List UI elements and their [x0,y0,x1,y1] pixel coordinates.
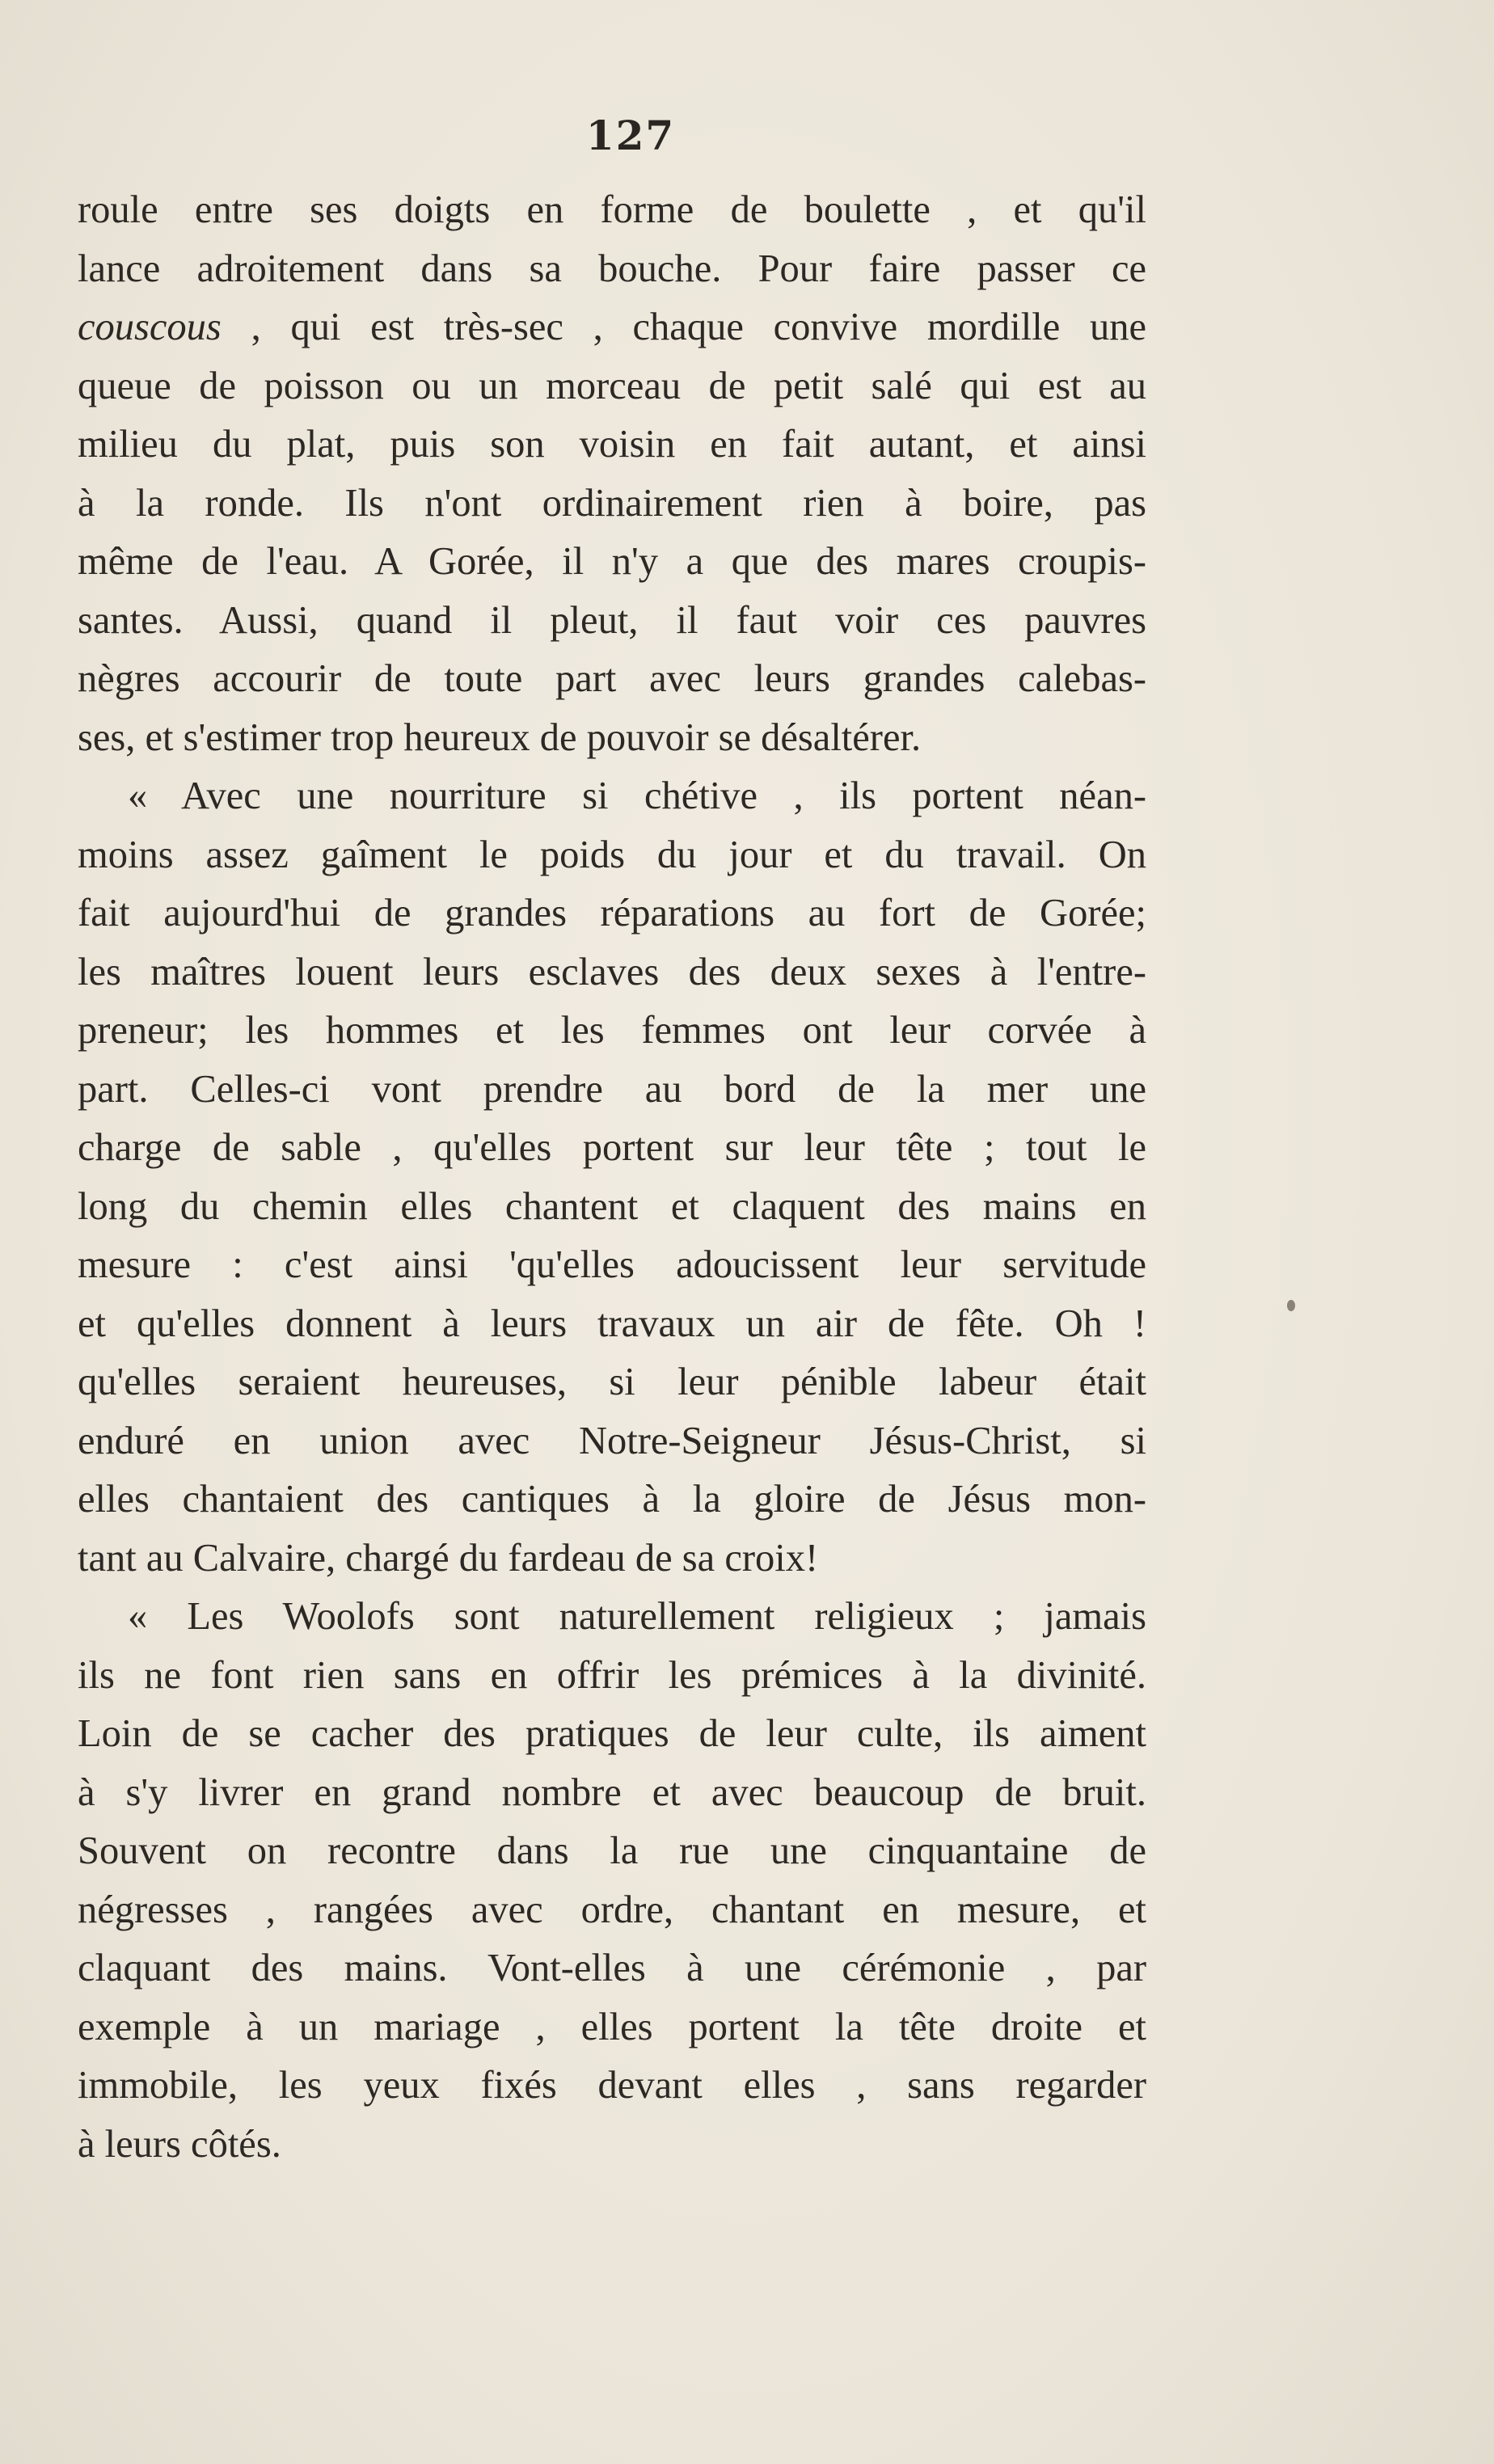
text-line: charge de sable , qu'elles portent sur leur tête ; tout le [78,1126,1146,1169]
text-line: Souvent on recontre dans la rue une cinquantaine de [78,1829,1146,1872]
text-line: à la ronde. Ils n'ont ordinairement rien à boire, pas [78,481,1146,525]
text-line: ils ne font rien sans en offrir les prémices à la divinité. [78,1653,1146,1697]
text-line: santes. Aussi, quand il pleut, il faut voir ces pauvres [78,598,1146,642]
text-line: roule entre ses doigts en forme de boulette , et qu'il [78,188,1146,231]
text-line: milieu du plat, puis son voisin en fait autant, et ainsi [78,423,1146,466]
text-line: couscous , qui est très-sec , chaque convive mordille une [78,306,1146,348]
text-line: même de l'eau. A Gorée, il n'y a que des mares croupis- [78,540,1146,583]
text-line: claquant des mains. Vont-elles à une cérémonie , par [78,1947,1146,1989]
text-line: « Les Woolofs sont naturellement religieux ; jamais [128,1595,1146,1638]
page-number: 127 [585,112,676,159]
text-line: long du chemin elles chantent et claquent des mains en [78,1184,1146,1228]
text-line: nègres accourir de toute part avec leurs grandes calebas- [78,657,1146,700]
text-line: immobile, les yeux fixés devant elles , sans regarder [78,2064,1146,2107]
text-line: mesure : c'est ainsi 'qu'elles adoucissent leur servitude [78,1243,1146,1286]
text-line: à s'y livrer en grand nombre et avec beaucoup de bruit. [78,1770,1146,1814]
text-line: Loin de se cacher des pratiques de leur culte, ils aiment [78,1712,1146,1755]
paper-speck [1287,1300,1295,1311]
text-line: négresses , rangées avec ordre, chantant en mesure, et [78,1888,1146,1931]
text-line: elles chantaient des cantiques à la gloire de Jésus mon- [78,1478,1146,1521]
text-line: tant au Calvaire, chargé du fardeau de sa croix! [78,1536,819,1580]
text-line: « Avec une nourriture si chétive , ils portent néan- [128,774,1146,817]
text-line: qu'elles seraient heureuses, si leur pénible labeur était [78,1361,1146,1403]
text-line: et qu'elles donnent à leurs travaux un air de fête. Oh ! [78,1302,1146,1345]
text-line: à leurs côtés. [78,2122,281,2166]
text-line: enduré en union avec Notre-Seigneur Jésus-Christ, si [78,1419,1146,1462]
text-line: exemple à un mariage , elles portent la tête droite et [78,2005,1146,2048]
text-line: fait aujourd'hui de grandes réparations au fort de Gorée; [78,892,1146,935]
text-line: ses, et s'estimer trop heureux de pouvoir se désaltérer. [78,715,922,759]
text-line: queue de poisson ou un morceau de petit salé qui est au [78,364,1146,407]
text-line: preneur; les hommes et les femmes ont leur corvée à [78,1009,1146,1052]
text-line: les maîtres louent leurs esclaves des deux sexes à l'entre- [78,950,1146,994]
body-text [78,181,1146,2174]
text-line: lance adroitement dans sa bouche. Pour faire passer ce [78,247,1146,290]
text-line: moins assez gaîment le poids du jour et du travail. On [78,833,1146,876]
text-line: part. Celles-ci vont prendre au bord de la mer une [78,1067,1146,1111]
